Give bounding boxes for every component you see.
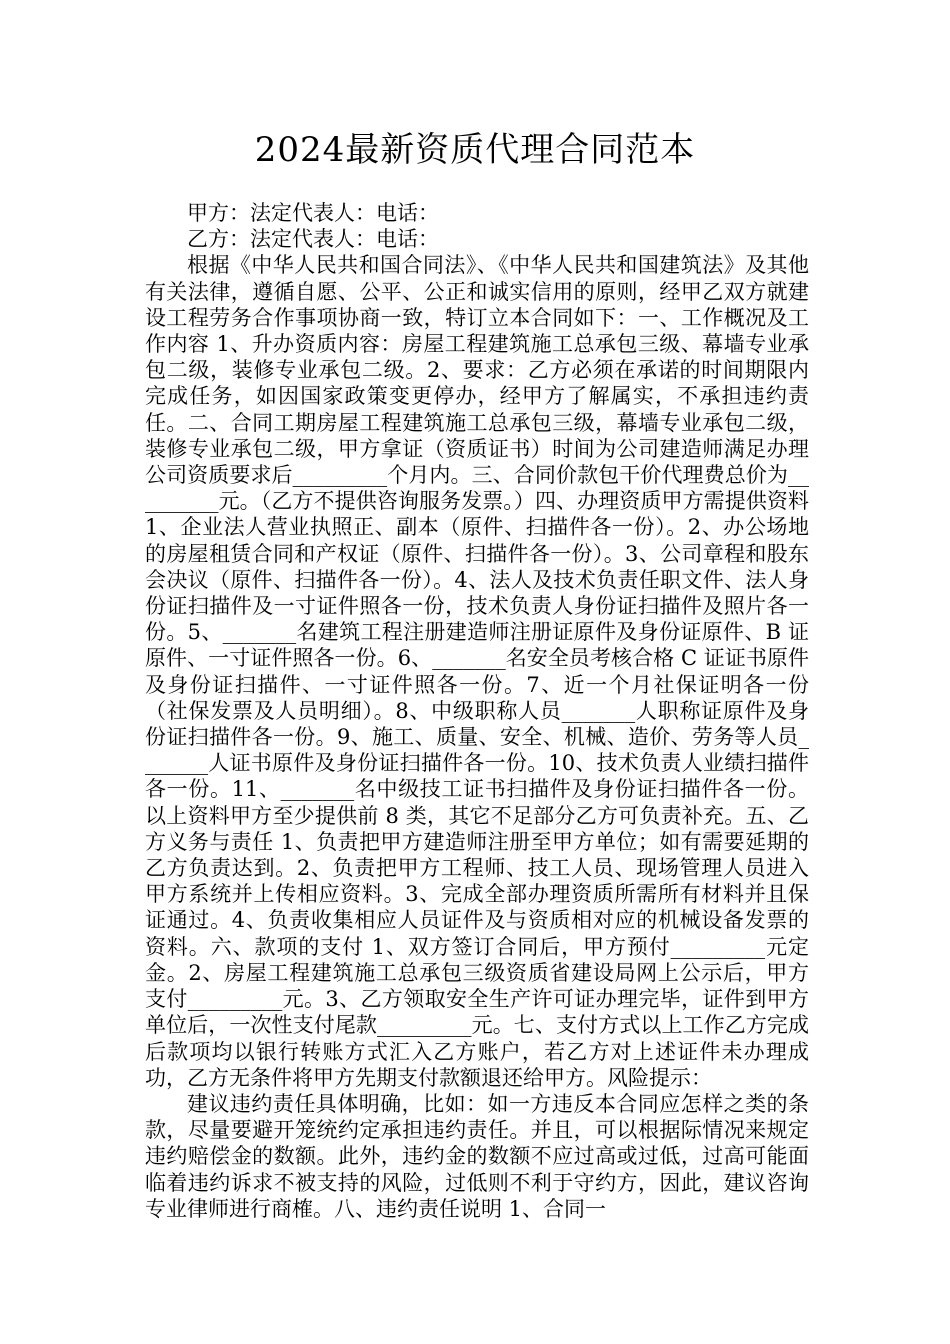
party-b-line: 乙方：法定代表人：电话： (187, 227, 439, 252)
document-body (145, 200, 809, 1222)
party-a-line: 甲方：法定代表人：电话： (187, 201, 439, 225)
contract-main-paragraph: 根据《中华人民共和国合同法》、《中华人民共和国建筑法》及其他有关法律，遵循自愿、公平、公正和诚实信用的原则，经甲乙双方就建设工程劳务合作事项协商一致，特订立本合同如下：一、工作概况及工作内容 1、升办资质内容：房屋工程建筑施工总承包三级、幕墙专业承包二级，装修专业承包二级。2、要求：乙方必须在承诺的时间期限内完成任务，如因国家政策变更停办，经甲方了解属实，不承担违约责任。二、合同工期房屋工程建筑施工总承包三级，幕墙专业承包二级，装修专业承包二级，甲方拿证（资质证书）时间为公司建造师满足办理公司资质要求后_________个月内。三、合同价款包干价代理费总价为_________元。（乙方不提供咨询服务发票。）四、办理资质甲方需提供资料 1、企业法人营业执照正、副本（原件、扫描件各一份）。2、办公场地的房屋租赁合同和产权证（原件、扫描件各一份）。3、公司章程和股东会决议（原件、扫描件各一份）。4、法人及技术负责任职文件、法人身份证扫描件及一寸证件照各一份，技术负责人身份证扫描件及照片各一份。5、_______名建筑工程注册建造师注册证原件及身份证原件、B 证原件、一寸证件照各一份。6、_______名安全员考核合格 C 证证书原件及身份证扫描件、一寸证件照各一份。7、近一个月社保证明各一份（社保发票及人员明细）。8、中级职称人员_______人职称证原件及身份证扫描件各一份。9、施工、质量、安全、机械、造价、劳务等人员_______人证书原件及身份证扫描件各一份。10、技术负责人业绩扫描件各一份。11、_______名中级技工证书扫描件及身份证扫描件各一份。以上资料甲方至少提供前 8 类，其它不足部分乙方可负责补充。五、乙方义务与责任 1、负责把甲方建造师注册至甲方单位；如有需要延期的乙方负责达到。2、负责把甲方工程师、技工人员、现场管理人员进入甲方系统并上传相应资料。3、完成全部办理资质所需所有材料并且保证通过。4、负责收集相应人员证件及与资质相对应的机械设备发票的资料。六、款项的支付 1、双方签订合同后，甲方预付_________元定金。2、房屋工程建筑施工总承包三级资质省建设局网上公示后，甲方支付_________元。3、乙方领取安全生产许可证办理完毕，证件到甲方单位后，一次性支付尾款_________元。七、支付方式以上工作乙方完成后款项均以银行转账方式汇入乙方账户，若乙方对上述证件未办理成功，乙方无条件将甲方先期支付款额退还给甲方。风险提示： (145, 253, 809, 1090)
risk-note-paragraph: 建议违约责任具体明确，比如：如一方违反本合同应怎样之类的条款，尽量要避开笼统约定承担违约责任。并且，可以根据际情况来规定违约赔偿金的数额。此外，违约金的数额不应过高或过低，过高可能面临着违约诉求不被支持的风险，过低则不利于守约方，因此，建议咨询专业律师进行商榷。八、违约责任说明 1、合同一 (145, 1091, 809, 1221)
document-title: 2024最新资质代理合同范本 (254, 130, 696, 170)
